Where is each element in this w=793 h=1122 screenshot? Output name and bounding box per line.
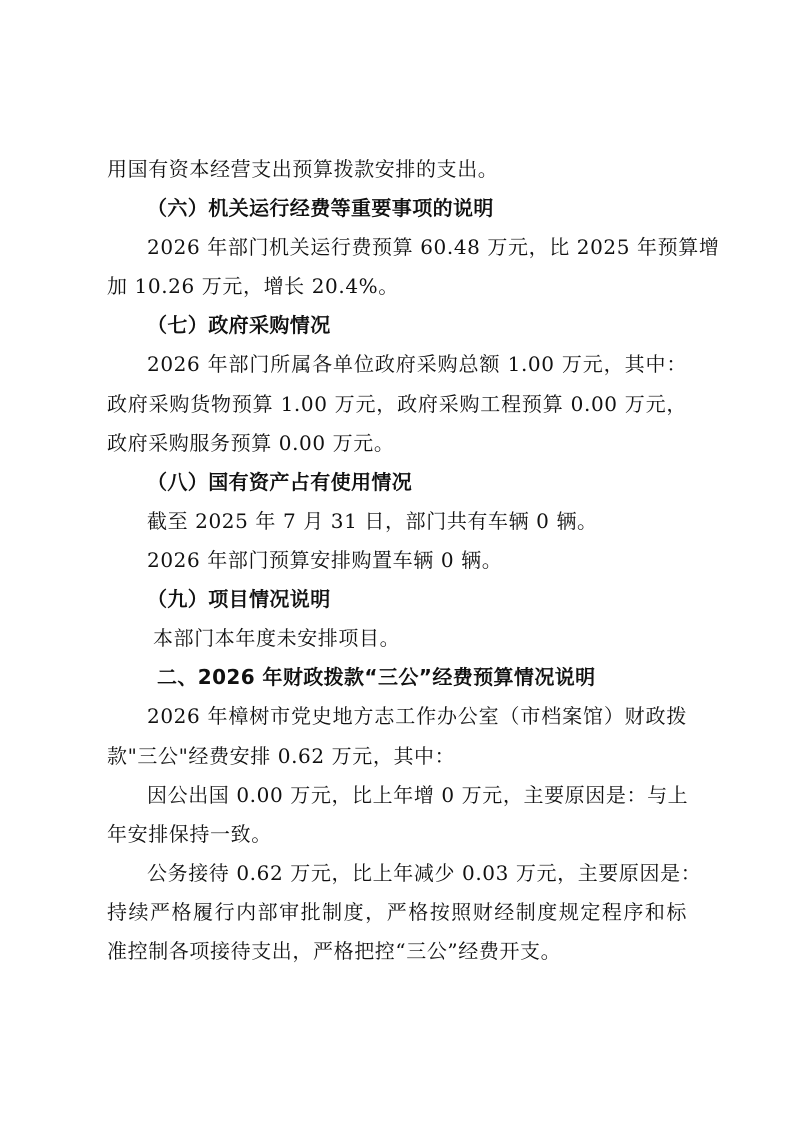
body-text-line: 因公出国 0.00 万元，比上年增 0 万元，主要原因是：与上 <box>147 783 689 807</box>
section-heading-nine: （九）项目情况说明 <box>147 587 331 611</box>
section-heading-eight: （八）国有资产占有使用情况 <box>147 470 413 494</box>
body-text-line: 2026 年部门所属各单位政府采购总额 1.00 万元，其中： <box>147 352 687 376</box>
body-text-line: 用国有资本经营支出预算拨款安排的支出。 <box>107 157 499 181</box>
body-text-line: 款"三公"经费安排 0.62 万元，其中： <box>107 744 456 768</box>
body-text-line: 准控制各项接待支出，严格把控“三公”经费开支。 <box>107 939 562 963</box>
body-text-line: 2026 年部门机关运行费预算 60.48 万元，比 2025 年预算增 <box>147 235 720 259</box>
body-text-line: 政府采购货物预算 1.00 万元，政府采购工程预算 0.00 万元， <box>107 392 687 416</box>
body-text-line: 截至 2025 年 7 月 31 日，部门共有车辆 0 辆。 <box>147 509 598 533</box>
body-text-line: 政府采购服务预算 0.00 万元。 <box>107 431 395 455</box>
body-text-line: 年安排保持一致。 <box>107 822 272 846</box>
body-text-line: 本部门本年度未安排项目。 <box>153 626 401 650</box>
body-text-line: 2026 年部门预算安排购置车辆 0 辆。 <box>147 548 503 572</box>
body-text-line: 2026 年樟树市党史地方志工作办公室（市档案馆）财政拨 <box>147 704 687 728</box>
body-text-line: 持续严格履行内部审批制度，严格按照财经制度规定程序和标 <box>107 900 687 924</box>
section-heading-two: 二、2026 年财政拨款“三公”经费预算情况说明 <box>157 665 596 689</box>
body-text-line: 加 10.26 万元，增长 20.4%。 <box>107 274 399 298</box>
section-heading-seven: （七）政府采购情况 <box>147 313 331 337</box>
section-heading-six: （六）机关运行经费等重要事项的说明 <box>147 196 494 220</box>
body-text-line: 公务接待 0.62 万元，比上年减少 0.03 万元，主要原因是： <box>147 861 702 885</box>
